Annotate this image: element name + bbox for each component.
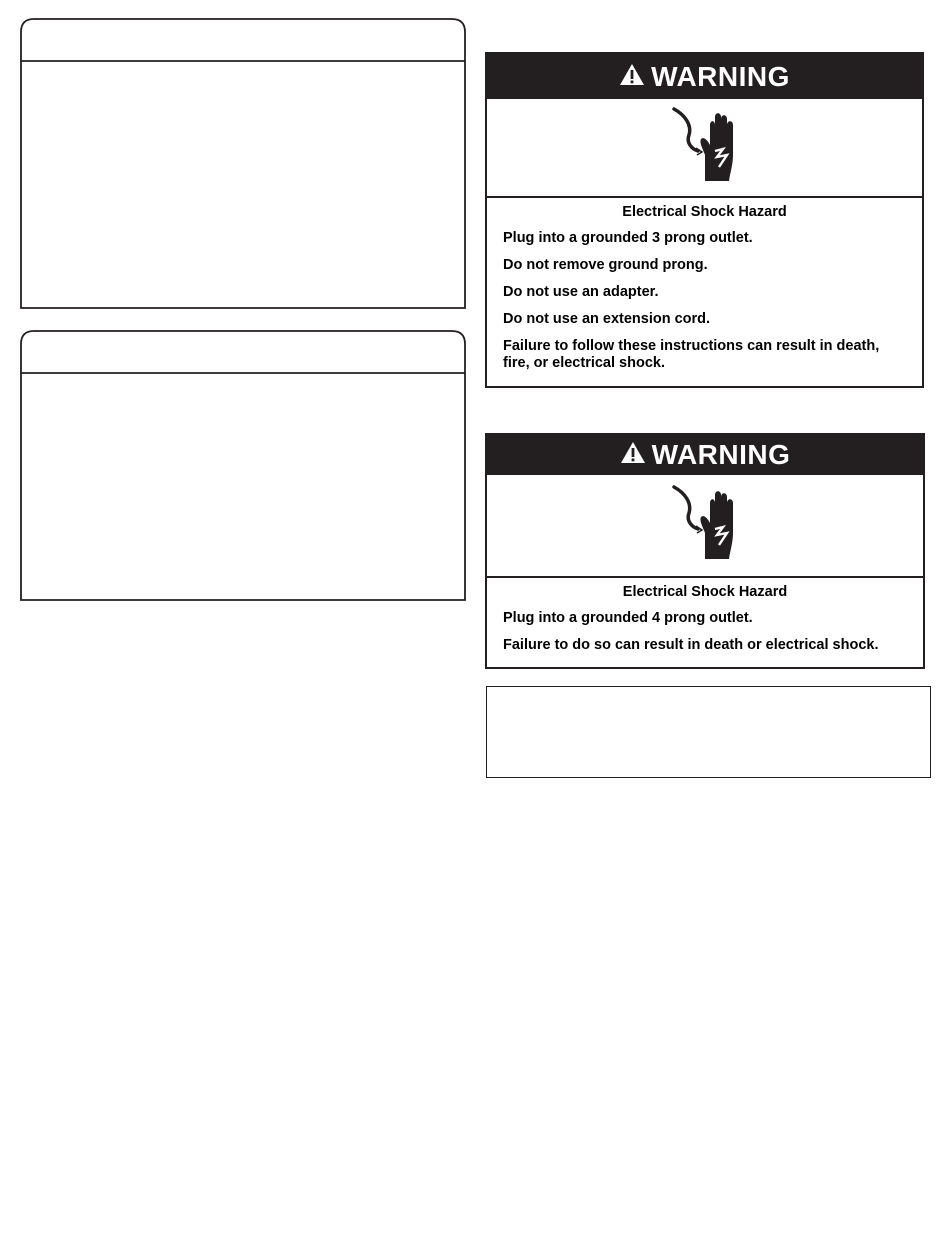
instruction-line: Do not use an adapter. [503,284,659,300]
empty-note-box [486,686,931,778]
hazard-title: Electrical Shock Hazard [622,584,788,600]
instruction-line: Do not remove ground prong. [503,257,708,273]
hazard-title: Electrical Shock Hazard [622,204,787,220]
instruction-line: Plug into a grounded 4 prong outlet. [503,610,753,626]
empty-box-bottom [20,330,466,601]
electrical-shock-hand-icon [665,483,745,568]
warning-box-4-prong [485,433,925,669]
instruction-line: Plug into a grounded 3 prong outlet. [503,230,753,246]
warning-header [487,54,922,99]
icon-area [487,99,922,198]
warning-header [487,435,923,475]
warning-title: WARNING [651,60,790,92]
warning-triangle-icon [620,439,646,471]
warning-title: WARNING [651,439,791,470]
instruction-line: Do not use an extension cord. [503,311,711,327]
warning-box-3-prong [485,52,924,388]
icon-area [487,475,923,578]
instruction-line: Failure to do so can result in death or electrical shock. [503,637,879,653]
warning-triangle-icon [619,61,645,93]
empty-box-top [20,18,466,309]
electrical-shock-hand-icon [665,105,745,190]
instruction-line: Failure to follow these instructions can result in death, fire, or electrical shock. [503,338,880,371]
